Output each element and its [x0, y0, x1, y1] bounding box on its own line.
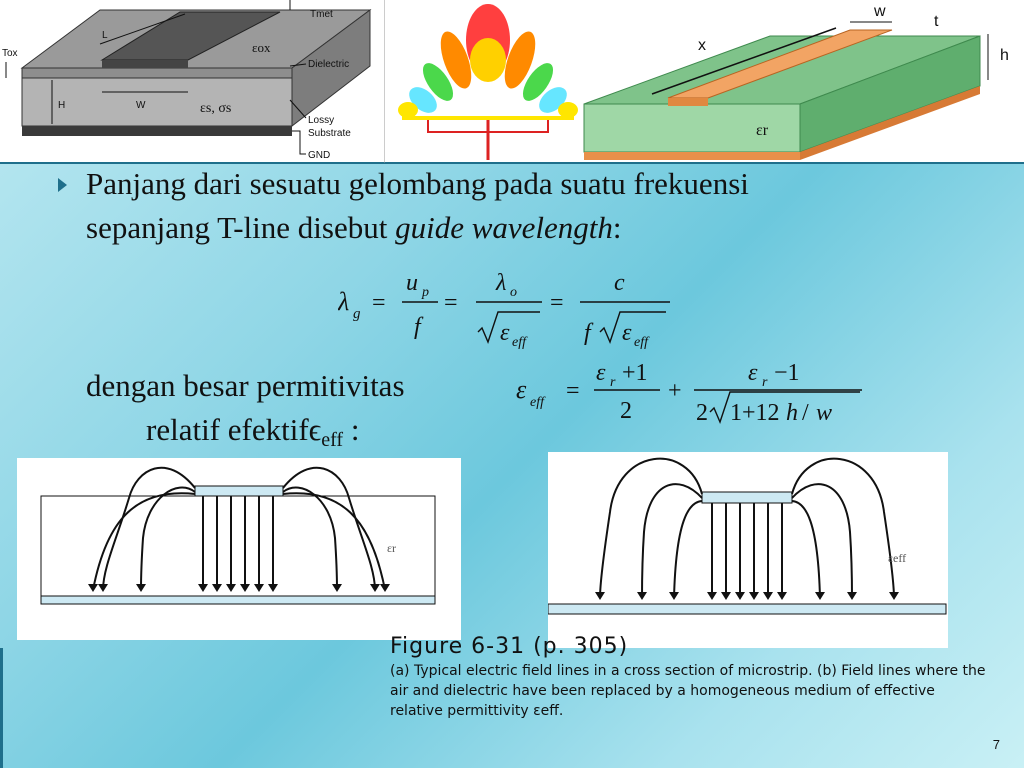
label-eps-r-a: εr [387, 541, 397, 555]
permittivity-colon: : [343, 412, 360, 447]
svg-text:r: r [610, 375, 616, 390]
bullet-line-2-colon: : [612, 210, 622, 245]
label-substrate: Substrate [308, 128, 351, 139]
caption-title: Figure 6-31 (p. 305) [390, 634, 629, 659]
figure-caption [390, 633, 990, 721]
svg-text:+: + [668, 378, 682, 404]
svg-text:u: u [406, 270, 418, 296]
svg-text:f: f [414, 314, 421, 340]
label-eps-ox: εox [252, 40, 271, 55]
svg-text:ε: ε [500, 320, 510, 346]
svg-text:ε: ε [622, 320, 632, 346]
field-lines-figure-a [17, 458, 461, 640]
label-x: x [698, 37, 706, 54]
svg-text:eff: eff [512, 335, 526, 350]
svg-text:λ: λ [496, 270, 507, 296]
bullet-line-1: Panjang dari sesuatu gelombang pada suatu frekuensi [86, 166, 749, 201]
epsilon-subscript: eff [321, 429, 344, 451]
svg-text:+1: +1 [622, 360, 648, 386]
svg-text:w: w [816, 400, 833, 426]
label-w: W [136, 100, 146, 111]
svg-text:r: r [762, 375, 768, 390]
svg-text:ε: ε [596, 360, 606, 386]
label-l: L [102, 30, 108, 41]
svg-text:o: o [510, 285, 517, 300]
svg-text:f: f [584, 320, 591, 346]
label-eps-eff-b: εeff [888, 551, 907, 565]
svg-text:=: = [566, 378, 580, 404]
svg-text:=: = [550, 290, 564, 316]
label-dielectric: Dielectric [308, 59, 350, 70]
label-w3: w [874, 3, 886, 20]
guide-wavelength-term: guide wavelength [395, 210, 613, 245]
bullet-line-2 [86, 206, 936, 250]
microstrip-layer-diagram [0, 0, 385, 163]
svg-text:/: / [802, 400, 809, 426]
label-h: H [58, 100, 66, 111]
svg-text:eff: eff [530, 395, 544, 410]
svg-text:=: = [444, 290, 458, 316]
label-tox: Tox [2, 48, 18, 59]
caption-text: (a) Typical electric field lines in a cross section of microstrip. (b) Field lines where the air and dielectric have been replaced by a homogeneous medium of effective relative permittivity εeff. [390, 663, 986, 719]
field-lines-figure-b [548, 452, 948, 648]
bullet-line-2-text: sepanjang T-line disebut [86, 210, 396, 245]
svg-text:1+12: 1+12 [730, 400, 780, 426]
left-accent-bar [0, 648, 3, 768]
label-eps-r: εr [756, 122, 769, 139]
effective-permittivity-equation [516, 354, 868, 439]
svg-text:h: h [786, 400, 798, 426]
svg-text:λ: λ [338, 287, 350, 316]
permittivity-label: relatif efektif [146, 412, 309, 447]
label-h3: h [1000, 47, 1009, 64]
permittivity-line-2 [146, 408, 359, 462]
page-number: 7 [992, 737, 1000, 752]
microstrip-3d-diagram [580, 0, 1024, 163]
svg-text:=: = [372, 290, 386, 316]
svg-text:eff: eff [634, 335, 648, 350]
svg-text:−1: −1 [774, 360, 800, 386]
svg-text:ε: ε [748, 360, 758, 386]
guide-wavelength-equation [338, 262, 678, 363]
radiation-pattern-diagram [388, 0, 588, 163]
label-eps-sigma: εs, σs [200, 101, 232, 116]
svg-text:ε: ε [516, 375, 527, 404]
label-t: t [934, 13, 939, 30]
label-lossy: Lossy [308, 115, 335, 126]
svg-text:g: g [353, 306, 361, 322]
label-gnd: GND [308, 150, 331, 161]
svg-text:2: 2 [620, 398, 632, 424]
bullet-arrow-icon [58, 178, 67, 192]
svg-text:2: 2 [696, 400, 708, 426]
svg-text:c: c [614, 270, 625, 296]
svg-text:p: p [422, 285, 429, 300]
permittivity-line-1: dengan besar permitivitas [86, 368, 405, 403]
epsilon-symbol: ϵ [308, 412, 322, 447]
label-tmet: Tmet [310, 9, 333, 20]
